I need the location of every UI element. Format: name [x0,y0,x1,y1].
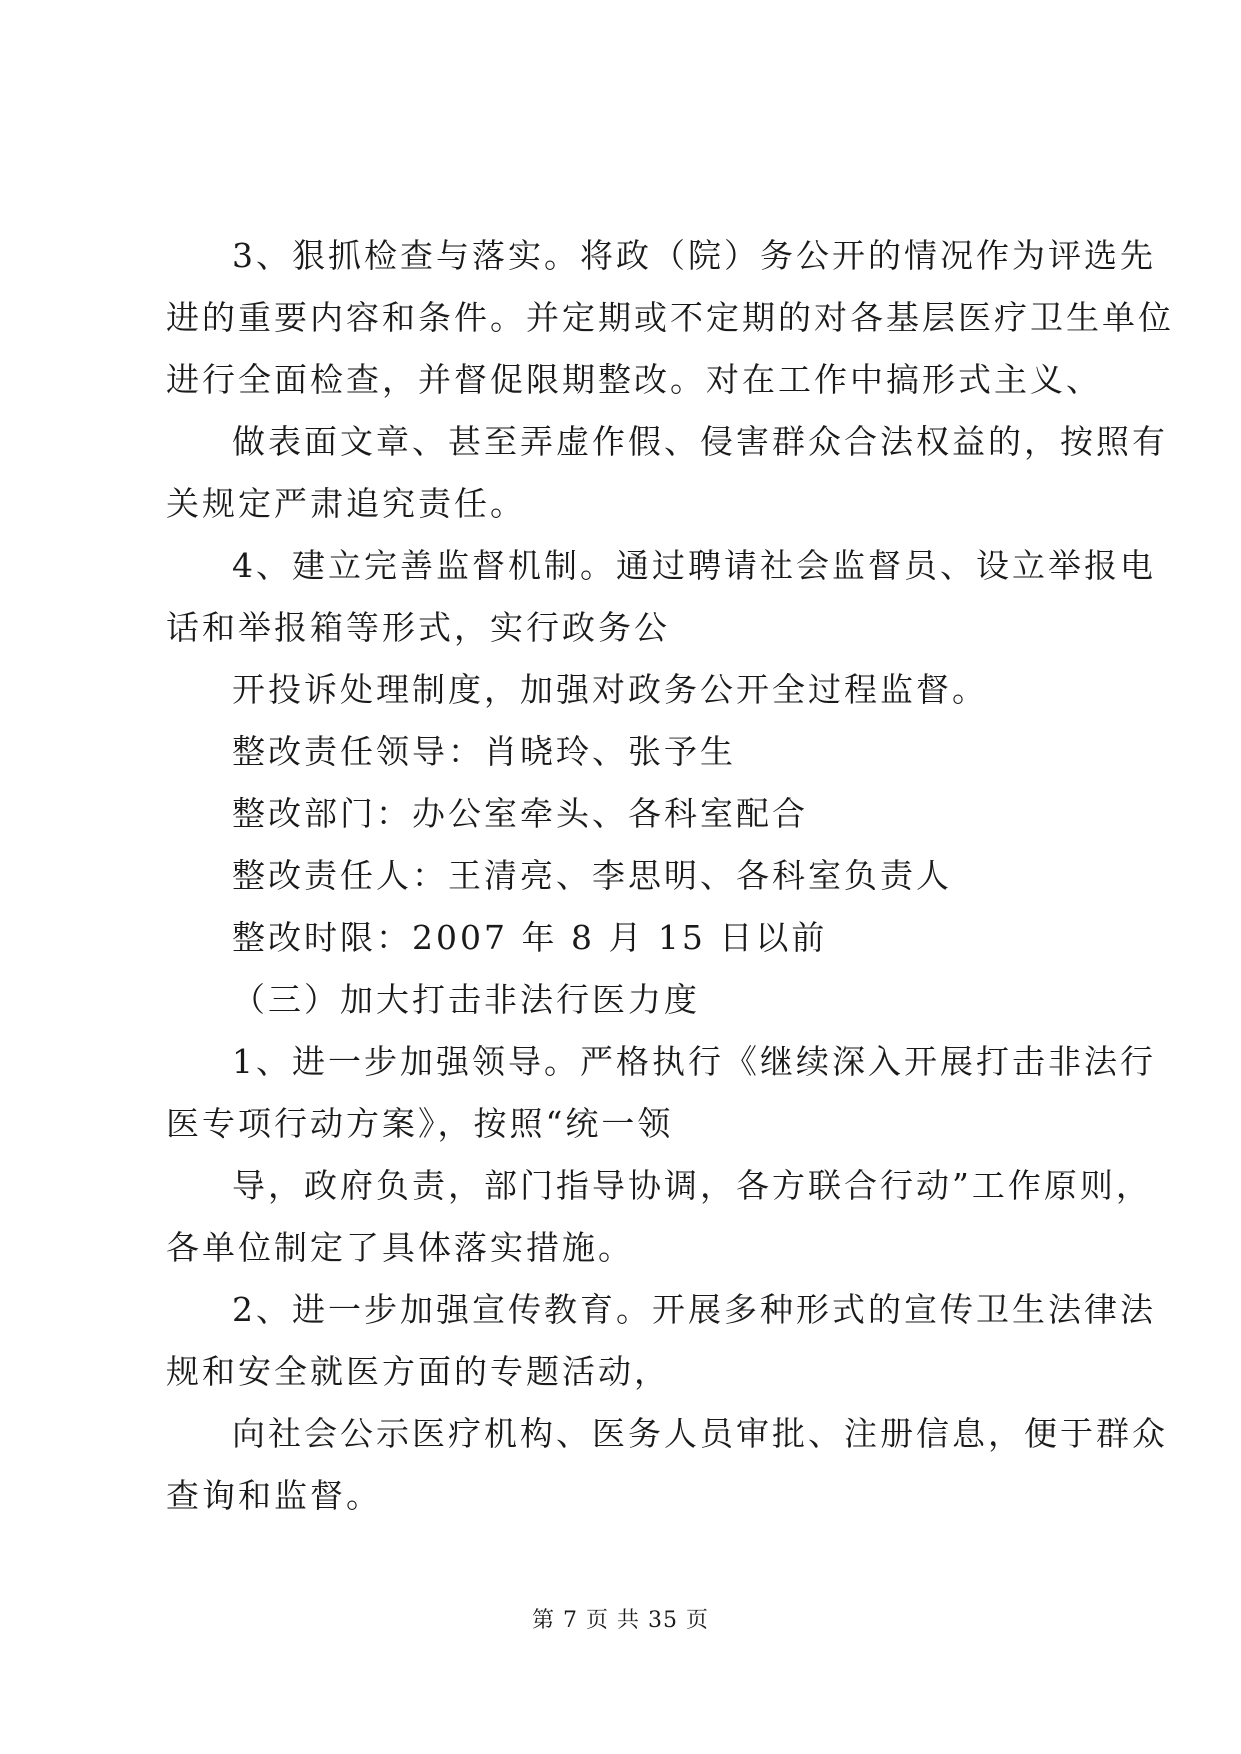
text-line: 查询和监督。 [166,1476,382,1515]
text-line: 各单位制定了具体落实措施。 [166,1228,634,1267]
text-line: 1、进一步加强领导。严格执行《继续深入开展打击非法行 [232,1042,1156,1081]
text-line: 4、建立完善监督机制。通过聘请社会监督员、设立举报电 [232,546,1156,585]
text-line: 话和举报箱等形式，实行政务公 [166,608,670,647]
text-line: 向社会公示医疗机构、医务人员审批、注册信息，便于群众 [232,1414,1168,1453]
text-line: 进的重要内容和条件。并定期或不定期的对各基层医疗卫生单位 [166,298,1174,337]
text-line: 整改责任人：王清亮、李思明、各科室负责人 [232,856,952,895]
text-line: 整改责任领导：肖晓玲、张予生 [232,732,736,771]
text-line: 整改部门：办公室牵头、各科室配合 [232,794,808,833]
text-line: 2、进一步加强宣传教育。开展多种形式的宣传卫生法律法 [232,1290,1156,1329]
text-line: 关规定严肃追究责任。 [166,484,526,523]
text-line: 整改时限：2007 年 8 月 15 日以前 [232,918,828,957]
section-heading: （三）加大打击非法行医力度 [232,980,700,1019]
text-line: 规和安全就医方面的专题活动， [166,1352,670,1391]
text-line: 医专项行动方案》，按照“统一领 [166,1104,674,1143]
text-line: 做表面文章、甚至弄虚作假、侵害群众合法权益的，按照有 [232,422,1168,461]
text-line: 进行全面检查，并督促限期整改。对在工作中搞形式主义、 [166,360,1102,399]
text-line: 导，政府负责，部门指导协调，各方联合行动”工作原则， [232,1166,1152,1205]
text-line: 开投诉处理制度，加强对政务公开全过程监督。 [232,670,988,709]
text-line: 3、狠抓检查与落实。将政（院）务公开的情况作为评选先 [232,236,1156,275]
page-number: 第 7 页 共 35 页 [532,1608,709,1633]
